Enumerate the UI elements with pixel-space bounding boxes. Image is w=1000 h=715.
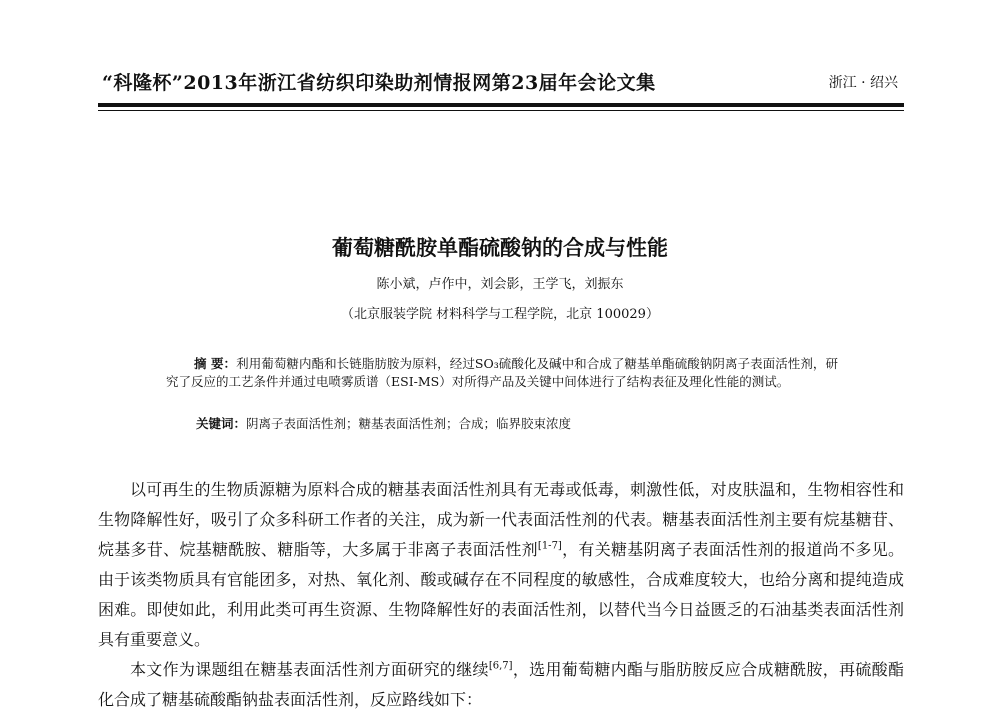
paper-authors: 陈小斌，卢作中，刘会影，王学飞，刘振东 [376,277,624,292]
header-rule-thin [98,110,904,111]
keywords-label: 关键词： [196,416,247,431]
abstract-label: 摘 要： [194,356,237,371]
abstract-text: 利用葡萄糖内酯和长链脂肪胺为原料，经过SO₃硫酸化及碱中和合成了糖基单酯硫酸钠阴离子表面活性剂，研究了反应的工艺条件并通过电喷雾质谱（ESI-MS）对所得产品及关键中间体进行了结构表征及理化性能的测试。 [166,356,838,389]
body-paragraph-1-part-a: 以可再生的生物质源糖为原料合成的糖基表面活性剂具有无毒或低毒，刺激性低，对皮肤温和，生物相容性和生物降解性好，吸引了众多科研工作者的关注，成为新一代表面活性剂的代表。糖基表面活性剂主要有烷基糖苷、烷基多苷、烷基糖酰胺、糖脂等，大多属于非离子表面活性剂 [98,480,904,559]
body-paragraph-1 [98,475,904,655]
body-text [98,475,904,715]
header-rule-thick [98,103,904,107]
paper-affiliation: （北京服装学院 材料科学与工程学院，北京 100029） [341,307,659,322]
body-paragraph-2-part-b: ，选用葡萄糖内酯与脂肪胺反应合成糖酰胺，再硫酸酯化合成了糖基硫酸酯钠盐表面活性剂，反应路线如下： [98,660,904,709]
body-paragraph-2-part-a: 本文作为课题组在糖基表面活性剂方面研究的继续 [130,660,489,679]
body-paragraph-2 [98,655,904,715]
keywords-text: 阴离子表面活性剂；糖基表面活性剂；合成；临界胶束浓度 [246,416,572,431]
keywords [196,415,836,433]
citation-ref: [1-7] [537,540,562,552]
header-location: 浙江 · 绍兴 [828,75,898,91]
body-paragraph-1-part-b: ，有关糖基阴离子表面活性剂的报道尚不多见。由于该类物质具有官能团多，对热、氧化剂、酸或碱存在不同程度的敏感性，合成难度较大，也给分离和提纯造成困难。即使如此，利用此类可再生资源、生物降解性好的表面活性剂，以替代当今日益匮乏的石油基类表面活性剂具有重要意义。 [98,540,904,649]
citation-ref: [6,7] [488,660,513,672]
proceedings-title: “科隆杯”2013年浙江省纺织印染助剂情报网第23届年会论文集 [102,72,656,94]
paper-title: 葡萄糖酰胺单酯硫酸钠的合成与性能 [332,236,668,260]
abstract [166,355,838,391]
